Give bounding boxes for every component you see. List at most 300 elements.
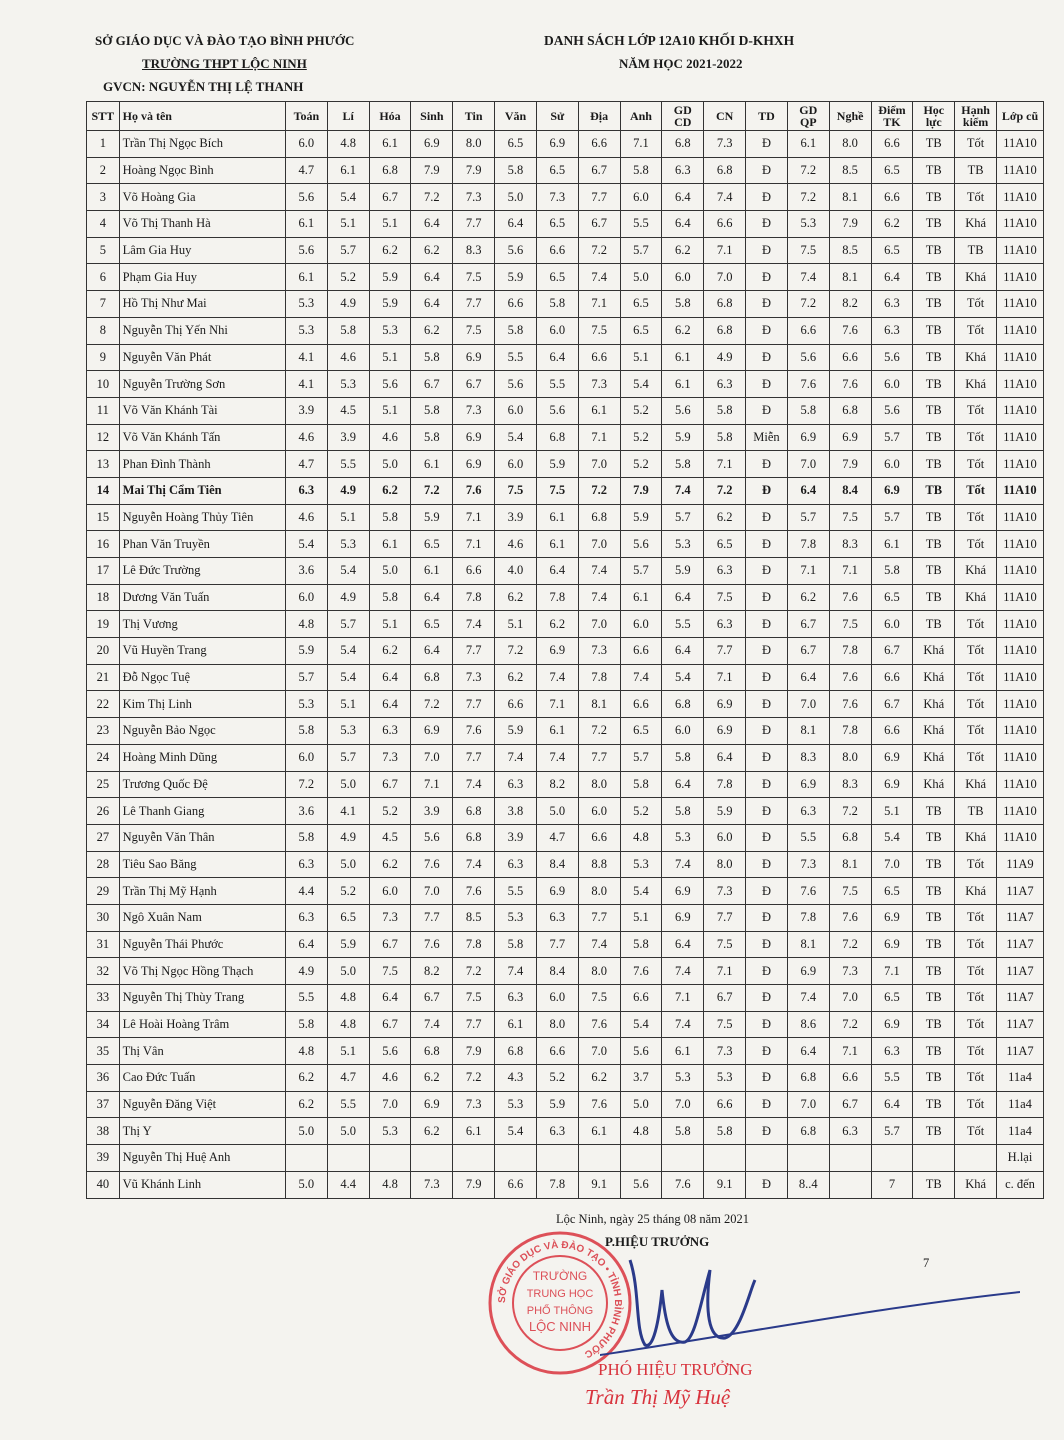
table-cell: 6.3	[536, 904, 578, 931]
table-cell: 7.6	[411, 851, 453, 878]
student-name-cell: Thị Y	[119, 1118, 285, 1145]
table-cell: 6.3	[285, 477, 327, 504]
table-cell: 6.9	[536, 638, 578, 665]
table-cell: 6.1	[369, 131, 411, 158]
table-cell: Tốt	[955, 504, 997, 531]
table-cell: 17	[87, 558, 120, 585]
table-row	[87, 531, 1044, 558]
table-cell: 5.9	[369, 291, 411, 318]
table-cell: 6.9	[871, 1011, 913, 1038]
table-cell: 8.8	[578, 851, 620, 878]
table-cell: 5.8	[704, 424, 746, 451]
table-cell: 4.7	[327, 1065, 369, 1092]
table-row	[87, 1011, 1044, 1038]
table-cell: 20	[87, 638, 120, 665]
table-cell: 7.9	[411, 157, 453, 184]
table-cell: 8.2	[536, 771, 578, 798]
table-cell: 5.2	[620, 451, 662, 478]
table-cell: 5.8	[327, 317, 369, 344]
student-name-cell: Hoàng Ngọc Bình	[119, 157, 285, 184]
table-cell: Đ	[746, 344, 788, 371]
table-row	[87, 584, 1044, 611]
table-cell: 6.5	[536, 211, 578, 238]
table-cell: 6.1	[495, 1011, 537, 1038]
table-row	[87, 317, 1044, 344]
table-cell: 5.8	[662, 451, 704, 478]
table-cell: Tốt	[955, 397, 997, 424]
table-cell: 6.4	[536, 344, 578, 371]
table-cell: 6.9	[704, 718, 746, 745]
table-cell	[829, 1145, 871, 1172]
table-cell: Đ	[746, 584, 788, 611]
table-cell: 7.5	[578, 317, 620, 344]
table-cell: 5.6	[495, 237, 537, 264]
table-cell: 6.5	[704, 531, 746, 558]
table-cell: Khá	[955, 1171, 997, 1198]
table-cell: 8.1	[787, 931, 829, 958]
table-cell: 6.6	[578, 344, 620, 371]
table-cell	[662, 1145, 704, 1172]
table-cell: 6.7	[704, 985, 746, 1012]
student-name-cell: Nguyễn Văn Thân	[119, 824, 285, 851]
table-row	[87, 184, 1044, 211]
table-row	[87, 131, 1044, 158]
table-cell: 6.1	[411, 451, 453, 478]
table-cell: 4.6	[495, 531, 537, 558]
table-cell: 5.3	[787, 211, 829, 238]
table-cell: 6.7	[411, 371, 453, 398]
table-cell: 6.9	[453, 344, 495, 371]
table-cell: 6.0	[536, 985, 578, 1012]
table-cell	[411, 1145, 453, 1172]
table-cell: 7.1	[620, 131, 662, 158]
table-cell: 6.5	[411, 611, 453, 638]
table-cell: 4.9	[327, 477, 369, 504]
table-cell: 40	[87, 1171, 120, 1198]
homeroom-teacher: GVCN: NGUYỄN THỊ LỆ THANH	[103, 79, 304, 94]
column-header: Lí	[327, 102, 369, 131]
table-cell: 22	[87, 691, 120, 718]
table-cell: 7.9	[453, 1171, 495, 1198]
table-cell: 5.0	[327, 1118, 369, 1145]
table-cell: 7.2	[578, 718, 620, 745]
table-cell: 7.7	[536, 931, 578, 958]
table-cell: 4.9	[327, 584, 369, 611]
table-cell: 5.0	[369, 451, 411, 478]
table-row	[87, 1038, 1044, 1065]
table-row	[87, 771, 1044, 798]
student-name-cell: Vũ Khánh Linh	[119, 1171, 285, 1198]
table-cell: Đ	[746, 184, 788, 211]
table-cell: TB	[913, 237, 955, 264]
table-cell: 6.6	[829, 1065, 871, 1092]
table-cell: 11A10	[997, 771, 1044, 798]
table-cell: 6.9	[871, 904, 913, 931]
table-cell: 4.5	[369, 824, 411, 851]
table-cell: TB	[913, 1011, 955, 1038]
table-cell: 5.9	[620, 504, 662, 531]
table-cell: 11A10	[997, 317, 1044, 344]
table-cell: 11A10	[997, 211, 1044, 238]
table-cell: Khá	[955, 371, 997, 398]
table-cell: 11A10	[997, 798, 1044, 825]
table-cell: 6.0	[704, 824, 746, 851]
table-cell: 7.7	[411, 904, 453, 931]
table-cell: 6.7	[369, 771, 411, 798]
table-cell	[495, 1145, 537, 1172]
table-cell: 4.1	[327, 798, 369, 825]
table-cell: 7.5	[495, 477, 537, 504]
table-cell: Tốt	[955, 985, 997, 1012]
table-cell: 7.6	[453, 477, 495, 504]
table-cell: 11A10	[997, 558, 1044, 585]
table-cell: 8.0	[453, 131, 495, 158]
table-cell: 7.8	[578, 664, 620, 691]
table-cell: 6.7	[787, 638, 829, 665]
table-cell: 7.6	[411, 931, 453, 958]
table-cell: 6.7	[829, 1091, 871, 1118]
table-cell: Tốt	[955, 424, 997, 451]
table-row	[87, 504, 1044, 531]
column-header: Họ và tên	[119, 102, 285, 131]
table-cell: 6.3	[495, 851, 537, 878]
table-cell: 5.7	[620, 744, 662, 771]
table-cell: TB	[913, 291, 955, 318]
table-row	[87, 664, 1044, 691]
table-cell: 6.3	[704, 371, 746, 398]
table-cell: Đ	[746, 931, 788, 958]
table-cell: 7.8	[453, 931, 495, 958]
table-cell: 5.1	[327, 1038, 369, 1065]
student-name-cell: Tiêu Sao Băng	[119, 851, 285, 878]
table-cell: 9	[87, 344, 120, 371]
table-cell: Tốt	[955, 1011, 997, 1038]
table-cell: 6.9	[871, 771, 913, 798]
table-row	[87, 878, 1044, 905]
table-cell: 3.6	[285, 558, 327, 585]
table-cell: 18	[87, 584, 120, 611]
table-cell: 7.0	[578, 611, 620, 638]
table-cell: 11A10	[997, 531, 1044, 558]
table-cell: 7.3	[369, 744, 411, 771]
table-cell: 8.4	[536, 958, 578, 985]
table-cell: TB	[913, 131, 955, 158]
table-cell: Đ	[746, 317, 788, 344]
table-cell: 5.2	[620, 798, 662, 825]
table-cell: 8.0	[536, 1011, 578, 1038]
table-cell: 5.2	[620, 424, 662, 451]
table-cell: 5.0	[620, 264, 662, 291]
table-cell: 7.7	[453, 1011, 495, 1038]
table-cell: 4.9	[285, 958, 327, 985]
student-name-cell: Trần Thị Mỹ Hạnh	[119, 878, 285, 905]
table-cell: 5.5	[536, 371, 578, 398]
table-cell: TB	[913, 397, 955, 424]
table-cell: 7.0	[411, 744, 453, 771]
table-cell: Đ	[746, 531, 788, 558]
table-row	[87, 904, 1044, 931]
table-cell: 5.9	[495, 264, 537, 291]
table-cell: 5.6	[495, 371, 537, 398]
student-name-cell: Lê Hoài Hoàng Trâm	[119, 1011, 285, 1038]
table-cell: Miễn	[746, 424, 788, 451]
table-cell: 6.6	[620, 985, 662, 1012]
table-cell: TB	[913, 317, 955, 344]
table-cell: 32	[87, 958, 120, 985]
table-cell: 6.9	[871, 931, 913, 958]
table-cell: 7.5	[704, 584, 746, 611]
table-cell: 39	[87, 1145, 120, 1172]
table-cell: Khá	[913, 638, 955, 665]
table-cell: 5.1	[369, 211, 411, 238]
table-cell: 38	[87, 1118, 120, 1145]
table-cell: 6.6	[578, 131, 620, 158]
table-cell: 6	[87, 264, 120, 291]
student-name-cell: Võ Văn Khánh Tài	[119, 397, 285, 424]
table-cell: 26	[87, 798, 120, 825]
column-header: Nghề	[829, 102, 871, 131]
table-cell: Đ	[746, 237, 788, 264]
table-row	[87, 1065, 1044, 1092]
table-cell: Đ	[746, 958, 788, 985]
table-cell: 11A9	[997, 851, 1044, 878]
column-header: Sử	[536, 102, 578, 131]
table-row	[87, 958, 1044, 985]
table-cell	[285, 1145, 327, 1172]
table-cell: 5.6	[285, 237, 327, 264]
table-row	[87, 1118, 1044, 1145]
table-cell: 7.0	[369, 1091, 411, 1118]
table-cell: 6.1	[536, 718, 578, 745]
table-row	[87, 397, 1044, 424]
table-cell: 4.8	[620, 1118, 662, 1145]
table-cell: 6.0	[871, 611, 913, 638]
table-cell: 3.7	[620, 1065, 662, 1092]
table-cell: 8.4	[829, 477, 871, 504]
table-cell: 5.0	[369, 558, 411, 585]
table-cell: 6.3	[495, 771, 537, 798]
table-cell: 6.6	[871, 184, 913, 211]
table-cell: Đ	[746, 851, 788, 878]
student-name-cell: Lê Đức Trường	[119, 558, 285, 585]
table-cell: Đ	[746, 691, 788, 718]
table-cell: 11A10	[997, 397, 1044, 424]
table-cell: 11A10	[997, 237, 1044, 264]
table-cell: 7.0	[578, 531, 620, 558]
table-cell: 6.6	[620, 638, 662, 665]
table-cell: 4.5	[327, 397, 369, 424]
table-cell: 7.8	[829, 718, 871, 745]
table-cell: 6.0	[285, 131, 327, 158]
table-cell: Đ	[746, 771, 788, 798]
table-cell: 5.7	[871, 1118, 913, 1145]
table-cell: 7.3	[453, 397, 495, 424]
table-cell: TB	[913, 211, 955, 238]
table-cell: 5.3	[285, 317, 327, 344]
table-cell: 6.0	[662, 264, 704, 291]
student-name-cell: Thị Vương	[119, 611, 285, 638]
table-cell: 3.6	[285, 798, 327, 825]
table-cell: 7.0	[787, 1091, 829, 1118]
table-row	[87, 291, 1044, 318]
table-cell	[369, 1145, 411, 1172]
table-cell: 7.3	[453, 1091, 495, 1118]
table-cell	[536, 1145, 578, 1172]
table-cell: 6.2	[369, 638, 411, 665]
table-row	[87, 1171, 1044, 1198]
table-cell: 11A10	[997, 477, 1044, 504]
table-cell: 11A7	[997, 1038, 1044, 1065]
table-cell: Đ	[746, 1171, 788, 1198]
table-cell: 7.3	[411, 1171, 453, 1198]
table-cell: 8.0	[704, 851, 746, 878]
table-cell: 5.8	[495, 931, 537, 958]
table-cell: 6.3	[285, 904, 327, 931]
table-cell: 6.8	[829, 824, 871, 851]
table-cell: Đ	[746, 718, 788, 745]
table-cell: 2	[87, 157, 120, 184]
table-cell: 4.4	[327, 1171, 369, 1198]
table-cell: Đ	[746, 1091, 788, 1118]
table-cell: TB	[913, 584, 955, 611]
table-cell: 7.8	[787, 531, 829, 558]
table-cell: 6.5	[620, 718, 662, 745]
table-cell: 5.6	[871, 344, 913, 371]
table-cell: 6.9	[704, 691, 746, 718]
table-cell: Đ	[746, 477, 788, 504]
table-cell: 7.3	[578, 371, 620, 398]
table-row	[87, 264, 1044, 291]
table-cell	[704, 1145, 746, 1172]
table-cell: 6.0	[871, 451, 913, 478]
table-cell: 6.5	[411, 531, 453, 558]
table-cell: 3.9	[495, 824, 537, 851]
table-cell: Đ	[746, 558, 788, 585]
table-cell: 6.2	[411, 1065, 453, 1092]
table-cell: 6.2	[369, 237, 411, 264]
table-cell: Khá	[955, 824, 997, 851]
table-cell: 5.4	[327, 558, 369, 585]
table-cell: 7.8	[704, 771, 746, 798]
table-cell: 5.2	[620, 397, 662, 424]
department-name: SỞ GIÁO DỤC VÀ ĐÀO TẠO BÌNH PHƯỚC	[95, 33, 355, 48]
table-cell: Khá	[913, 744, 955, 771]
table-cell: 7.4	[536, 744, 578, 771]
table-cell: Đ	[746, 504, 788, 531]
table-cell: 8.1	[787, 718, 829, 745]
table-cell: 34	[87, 1011, 120, 1038]
table-cell: 8.1	[578, 691, 620, 718]
table-cell: 11A10	[997, 264, 1044, 291]
student-name-cell: Lâm Gia Huy	[119, 237, 285, 264]
table-cell: Đ	[746, 878, 788, 905]
table-cell: 6.6	[536, 1038, 578, 1065]
table-cell: TB	[913, 558, 955, 585]
table-cell: 7.3	[369, 904, 411, 931]
table-cell: 7.4	[787, 985, 829, 1012]
table-cell: 6.1	[662, 371, 704, 398]
school-name: TRƯỜNG THPT LỘC NINH	[142, 56, 307, 71]
table-cell: 6.5	[327, 904, 369, 931]
seal-line: TRƯỜNG	[532, 1269, 588, 1283]
table-cell: 5.4	[620, 371, 662, 398]
table-cell: TB	[913, 798, 955, 825]
table-cell: 7.7	[453, 744, 495, 771]
table-cell: Khá	[955, 584, 997, 611]
student-name-cell: Nguyễn Thái Phước	[119, 931, 285, 958]
table-cell: TB	[913, 451, 955, 478]
table-cell: 6.3	[871, 317, 913, 344]
table-cell: 5.9	[411, 504, 453, 531]
table-cell: Tốt	[955, 317, 997, 344]
table-cell: 4.8	[327, 131, 369, 158]
table-cell: 7.7	[453, 211, 495, 238]
table-cell: 5.9	[704, 798, 746, 825]
table-cell: 5	[87, 237, 120, 264]
table-cell: TB	[913, 824, 955, 851]
table-cell: 11A10	[997, 184, 1044, 211]
table-cell: 6.4	[871, 1091, 913, 1118]
table-cell: 6.4	[369, 664, 411, 691]
table-cell: 6.8	[369, 157, 411, 184]
table-cell: 6.1	[787, 131, 829, 158]
table-cell: Tốt	[955, 744, 997, 771]
table-cell: 7.1	[704, 237, 746, 264]
table-cell: 5.8	[495, 157, 537, 184]
table-cell: 7.5	[704, 931, 746, 958]
table-cell: TB	[955, 237, 997, 264]
table-cell: 6.6	[871, 718, 913, 745]
table-cell: 7.4	[787, 264, 829, 291]
table-cell: 7.0	[578, 451, 620, 478]
table-cell: 6.2	[662, 237, 704, 264]
table-cell: 5.8	[662, 798, 704, 825]
table-cell: 5.6	[411, 824, 453, 851]
table-cell: 4.6	[327, 344, 369, 371]
table-cell: 5.8	[369, 504, 411, 531]
table-cell	[746, 1145, 788, 1172]
table-cell: 6.4	[787, 477, 829, 504]
table-cell: 6.7	[369, 931, 411, 958]
table-cell: 6.5	[536, 157, 578, 184]
table-cell: 5.6	[369, 1038, 411, 1065]
table-cell: 8.0	[829, 744, 871, 771]
student-name-cell: Kim Thị Linh	[119, 691, 285, 718]
table-cell: 8.0	[578, 878, 620, 905]
table-cell: 6.9	[871, 477, 913, 504]
table-cell: 7.8	[536, 584, 578, 611]
column-header: Lớp cũ	[997, 102, 1044, 131]
table-cell: 5.3	[662, 824, 704, 851]
table-cell: 11A10	[997, 504, 1044, 531]
table-cell: 6.9	[829, 424, 871, 451]
table-cell: 6.7	[453, 371, 495, 398]
table-cell: 4.8	[369, 1171, 411, 1198]
table-cell: 4.1	[285, 344, 327, 371]
table-cell: 6.2	[578, 1065, 620, 1092]
table-cell	[955, 1145, 997, 1172]
table-cell: 7.5	[578, 985, 620, 1012]
table-cell: 5.3	[285, 291, 327, 318]
table-cell: 6.9	[787, 771, 829, 798]
table-cell: 4.8	[327, 1011, 369, 1038]
table-cell: Tốt	[955, 691, 997, 718]
student-name-cell: Võ Thị Ngọc Hồng Thạch	[119, 958, 285, 985]
table-cell: 8.1	[829, 851, 871, 878]
table-cell: 5.7	[327, 237, 369, 264]
table-cell: 11A7	[997, 958, 1044, 985]
table-cell: 5.7	[871, 504, 913, 531]
